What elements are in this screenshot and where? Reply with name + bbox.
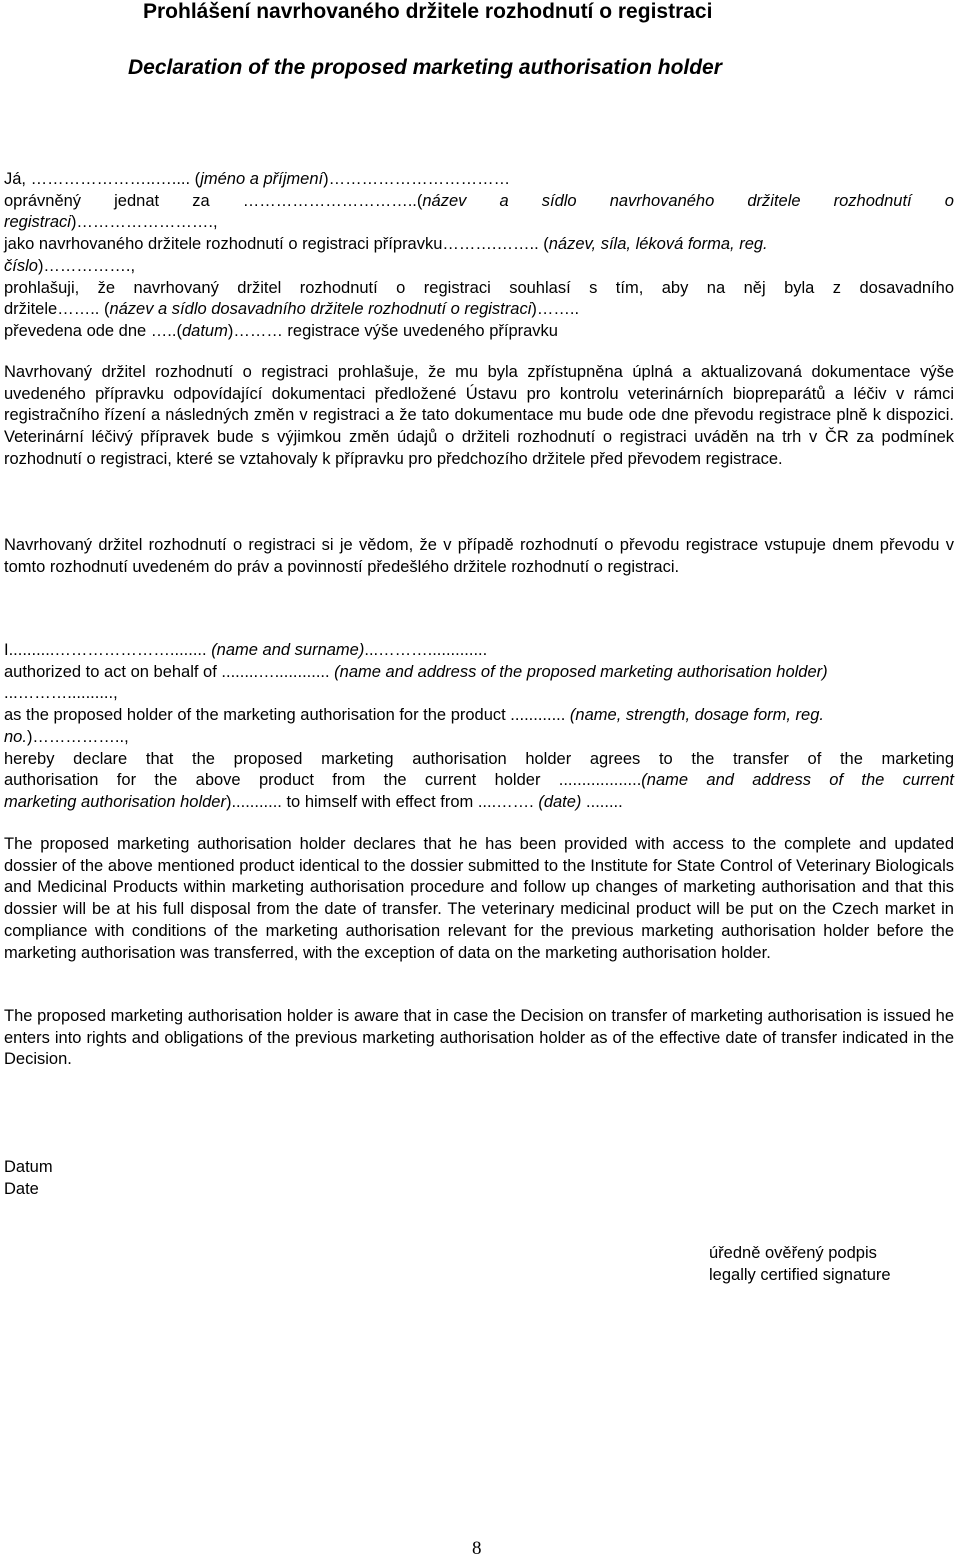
- en-paragraph-2: The proposed marketing authorisation holder is aware that in case the Decision on transfer of marketing authorisation is issued he enters into rights and obligations of the previous marketing authorisation holder as of the effective date of transfer indicated in the Decision.: [4, 1007, 954, 1069]
- czech-form-block: [4, 169, 954, 343]
- cz-form-line-4: jako navrhovaného držitele rozhodnutí o registraci přípravku……….…….. (název, síla, léková forma, reg.: [4, 235, 768, 254]
- en-form-line-5: no.)……………..,: [4, 727, 129, 746]
- cz-form-line-2: oprávněný jednat za …………………………..(název a sídlo navrhovaného držitele rozhodnutí o: [4, 191, 954, 210]
- cz-form-line-6: prohlašuji, že navrhovaný držitel rozhodnutí o registraci souhlasí s tím, aby na něj byla z dosavadního: [4, 278, 954, 297]
- cz-paragraph-1: Navrhovaný držitel rozhodnutí o registraci prohlašuje, že mu byla zpřístupněna úplná a aktualizovaná dokumentace výše uvedeného přípravku odpovídající dokumentaci předložené Ústavu pro kontrolu veterinárních biopreparátů a léčiv v rámci registračního řízení a následných změn v registraci a že tato dokumentace mu bude ode dne převodu registrace plně k dispozici. Veterinární léčivý přípravek bude s výjimkou změn údajů o držiteli rozhodnutí o registraci uváděn na trh v ČR za podmínek rozhodnutí o registraci, které se vztahovaly k přípravku pro předchozího držitele před převodem registrace.: [4, 363, 954, 468]
- cz-form-line-8: převedena ode dne …..(datum)……… registrace výše uvedeného přípravku: [4, 321, 558, 340]
- en-form-line-3: ...………..........,: [4, 684, 118, 703]
- cz-paragraph-2: Navrhovaný držitel rozhodnutí o registraci si je vědom, že v případě rozhodnutí o převodu registrace vstupuje dnem převodu v tomto rozhodnutí uvedeném do práv a povinností předešlého držitele rozhodnutí o registraci.: [4, 536, 954, 576]
- en-form-line-4: as the proposed holder of the marketing authorisation for the product ............ (name, strength, dosage form, reg.: [4, 706, 824, 725]
- en-form-line-7: authorisation for the above product from the current holder ..................(name and address of the current: [4, 771, 954, 790]
- signature-field-label: [709, 1242, 891, 1286]
- cz-form-line-1: Já, …………………..….... (jméno a příjmení)……………………………: [4, 170, 511, 188]
- signature-label-english: legally certified signature: [709, 1266, 891, 1284]
- date-label-english: Date: [4, 1180, 39, 1198]
- en-form-line-1: I..........…………………........ (name and surname)...……….............: [4, 641, 488, 659]
- english-form-block: [4, 640, 954, 814]
- en-paragraph-1: The proposed marketing authorisation holder declares that he has been provided with access to the complete and updated dossier of the above mentioned product identical to the dossier submitted to the Institute for State Control of Veterinary Biologicals and Medicinal Products within marketing authorisation procedure and follow up changes of marketing authorisation and that this dossier will be at his full disposal from the date of transfer. The veterinary medicinal product will be put on the Czech market in compliance with conditions of the marketing authorisation relevant for the previous marketing authorisation holder before the marketing authorisation was transferred, with the exception of data on the marketing authorisation holder.: [4, 835, 954, 962]
- en-form-line-2: authorized to act on behalf of ........…............ (name and address of the proposed marketing authorisation holder): [4, 662, 828, 681]
- signature-label-czech: úředně ověřený podpis: [709, 1244, 877, 1262]
- cz-form-line-5: číslo)…………….,: [4, 256, 136, 275]
- cz-form-line-7: držitele…….. (název a sídlo dosavadního držitele rozhodnutí o registraci)……..: [4, 300, 580, 319]
- en-form-line-6: hereby declare that the proposed marketing authorisation holder agrees to the transfer of the marketing: [4, 749, 954, 768]
- cz-form-line-3: registraci)…………………….,: [4, 213, 218, 232]
- date-field-label: [4, 1156, 53, 1200]
- title-english: Declaration of the proposed marketing authorisation holder: [128, 56, 722, 79]
- en-form-line-8: marketing authorisation holder)........... to himself with effect from ....……. (date) ........: [4, 792, 623, 811]
- page-number: 8: [472, 1538, 482, 1559]
- date-label-czech: Datum: [4, 1158, 53, 1176]
- title-czech: Prohlášení navrhovaného držitele rozhodnutí o registraci: [143, 0, 713, 23]
